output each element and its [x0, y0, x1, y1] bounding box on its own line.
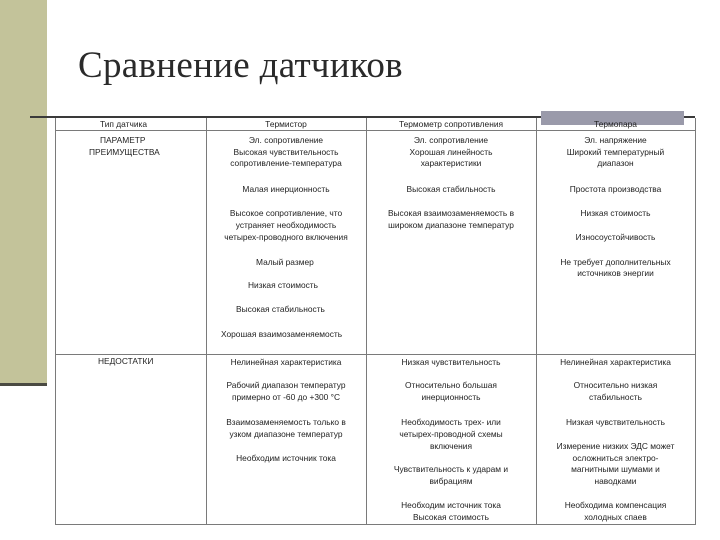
dis-rtd-item: Высокая стоимость — [413, 512, 489, 522]
advantages-label: ПРЕИМУЩЕСТВА — [89, 147, 160, 157]
parameter-label: ПАРАМЕТР — [100, 135, 146, 145]
adv-thermistor-item: Низкая стоимость — [248, 280, 319, 290]
adv-thermocouple-item: Износоустойчивость — [575, 232, 656, 242]
section-divider — [56, 354, 695, 355]
adv-thermocouple-item: Низкая стоимость — [580, 208, 651, 218]
dis-thermistor-item: Необходим источник тока — [236, 453, 336, 463]
dis-thermocouple-item: Необходима компенсация — [564, 500, 667, 510]
dis-rtd-item: вибрациям — [429, 476, 473, 486]
dis-rtd-item: Чувствительность к ударам и — [393, 464, 509, 474]
header-thermistor: Термистор — [265, 119, 307, 129]
adv-thermistor-item: четырех-проводного включения — [224, 232, 348, 242]
dis-thermocouple-item: стабильность — [589, 392, 642, 402]
dis-rtd-item: четырех-проводной схемы — [399, 429, 503, 439]
dis-rtd-item: Необходим источник тока — [401, 500, 501, 510]
adv-rtd-item: характеристики — [420, 158, 482, 168]
disadvantages-label: НЕДОСТАТКИ — [98, 356, 154, 366]
adv-thermistor-item: Высокая стабильность — [236, 304, 325, 314]
dis-thermocouple-item: Низкая чувствительность — [565, 417, 666, 427]
adv-thermistor-item: Высокая чувствительность — [233, 147, 339, 157]
dis-thermocouple-item: Нелинейная характеристика — [560, 357, 671, 367]
slide-title: Сравнение датчиков — [78, 45, 403, 86]
adv-thermistor-item: сопротивление-температура — [230, 158, 342, 168]
parameter-rtd: Эл. сопротивление — [413, 135, 489, 145]
adv-thermocouple-item: Не требует дополнительных — [560, 257, 671, 267]
adv-thermistor-item: Малый размер — [256, 257, 314, 267]
dis-thermocouple-item: наводками — [594, 476, 637, 486]
adv-thermocouple-item: диапазон — [597, 158, 634, 168]
adv-thermistor-item: Хорошая взаимозаменяемость — [221, 329, 343, 339]
adv-thermocouple-item: источников энергии — [577, 268, 654, 278]
adv-rtd-item: Высокая взаимозаменяемость в — [387, 208, 515, 218]
comparison-table — [55, 118, 696, 525]
dis-rtd-item: включения — [429, 441, 473, 451]
adv-rtd-item: широком диапазоне температур — [388, 220, 514, 230]
dis-thermocouple-item: холодных спаев — [584, 512, 647, 522]
header-rtd: Термометр сопротивления — [398, 119, 504, 129]
header-sensor-type: Тип датчика — [100, 119, 148, 129]
dis-thermistor-item: Рабочий диапазон температур — [226, 380, 346, 390]
left-accent-band — [0, 0, 47, 383]
dis-thermocouple-item: Относительно низкая — [573, 380, 658, 390]
dis-thermistor-item: Взаимозаменяемость только в — [226, 417, 346, 427]
dis-thermistor-item: узком диапазоне температур — [229, 429, 343, 439]
dis-thermocouple-item: магнитными шумами и — [571, 464, 660, 474]
dis-rtd-item: Низкая чувствительность — [401, 357, 501, 367]
adv-rtd-item: Высокая стабильность — [406, 184, 496, 194]
parameter-thermocouple: Эл. напряжение — [584, 135, 647, 145]
dis-thermocouple-item: осложниться электро- — [572, 453, 659, 463]
dis-thermistor-item: примерно от -60 до +300 °С — [231, 392, 341, 402]
adv-thermistor-item: Высокое сопротивление, что — [229, 208, 343, 218]
dis-rtd-item: Относительно большая — [405, 380, 497, 390]
left-accent-rule — [0, 383, 47, 386]
adv-thermistor-item: устраняет необходимость — [235, 220, 337, 230]
adv-thermocouple-item: Простота производства — [569, 184, 662, 194]
dis-rtd-item: инерционность — [421, 392, 481, 402]
dis-rtd-item: Необходимость трех- или — [401, 417, 501, 427]
parameter-thermistor: Эл. сопротивление — [248, 135, 324, 145]
adv-rtd-item: Хорошая линейность — [409, 147, 493, 157]
dis-thermocouple-item: Измерение низких ЭДС может — [556, 441, 675, 451]
adv-thermocouple-item: Широкий температурный — [566, 147, 665, 157]
adv-thermistor-item: Малая инерционность — [242, 184, 330, 194]
dis-thermistor-item: Нелинейная характеристика — [230, 357, 342, 367]
header-thermocouple: Термопара — [594, 119, 637, 129]
